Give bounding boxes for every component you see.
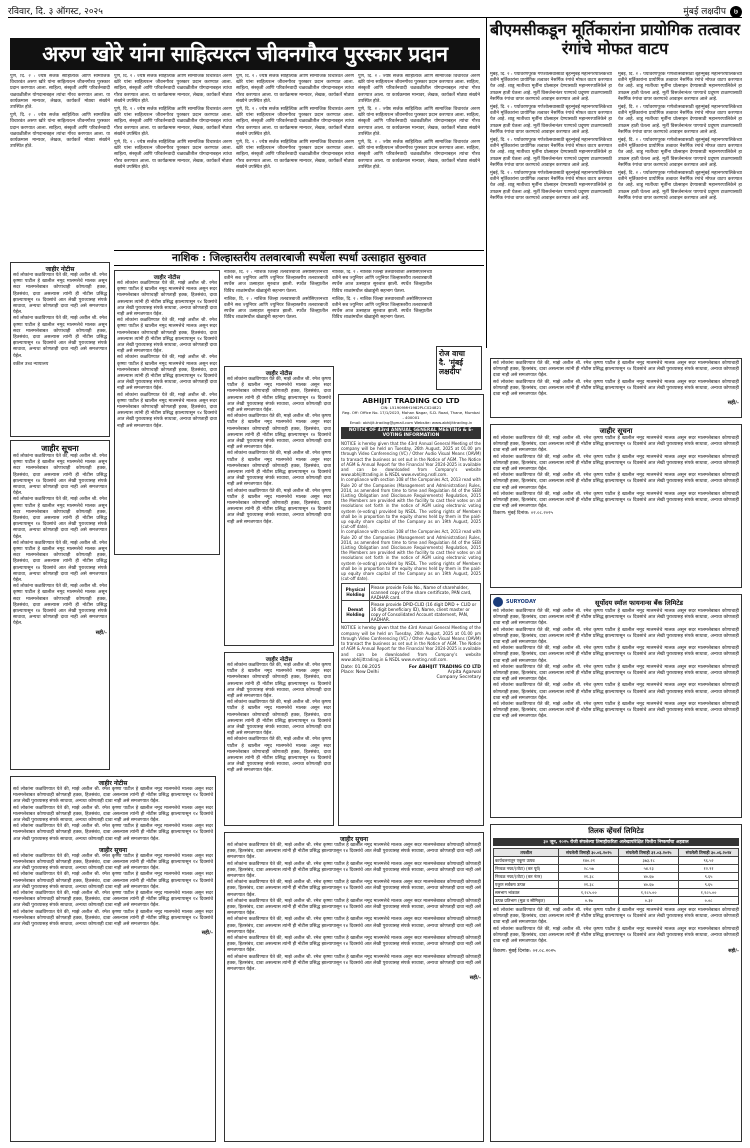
table-cell: ५४.२३ <box>619 865 679 873</box>
table-cell: ९.६५ <box>679 881 739 889</box>
table-row <box>494 881 739 889</box>
masthead <box>8 4 742 18</box>
date-line: रविवार, दि. ३ ऑगस्ट, २०२५ <box>8 7 103 17</box>
table-cell: १४०.२१ <box>559 857 619 865</box>
nashik-headline: नाशिक : जिल्हास्तरीय तलवारबाजी स्पर्धेला स्पर्धा उत्साहात सुरुवात <box>172 252 426 264</box>
mid-left-notice: जाहीर नोटीस सर्व लोकांना कळविण्यात येते की, माझे अशील श्री. रमेश कृष्णा पाटील हे खालील नमूद मालमत्तेचे मालक असून सदर मालमत्तेबाबत कोणाचाही कोणताही हक्क, हितसंबंध, दावा असल्यास त्यांनी ही नोटीस प्रसिद्ध झाल्यापासून १४ दिवसांचे आत लेखी पुराव्यासह संपर्क साधावा, अन्यथा कोणताही दावा नाही असे समजण्यात येईल. सर्व लोकांना कळविण्यात येते की, माझे अशील श्री. रमेश कृष्णा पाटील हे खालील नमूद मालमत्तेचे मालक असून सदर मालमत्तेबाबत कोणाचाही कोणताही हक्क, हितसंबंध, दावा असल्यास त्यांनी ही नोटीस प्रसिद्ध झाल्यापासून १४ दिवसांचे आत लेखी पुराव्यासह संपर्क साधावा, अन्यथा कोणताही दावा नाही असे समजण्यात येईल. सर्व लोकांना कळविण्यात येते की, माझे अशील श्री. रमेश कृष्णा पाटील हे खालील नमूद मालमत्तेचे मालक असून सदर मालमत्तेबाबत कोणाचाही कोणताही हक्क, हितसंबंध, दावा असल्यास त्यांनी ही नोटीस प्रसिद्ध झाल्यापासून १४ दिवसांचे आत लेखी पुराव्यासह संपर्क साधावा, अन्यथा कोणताही दावा नाही असे समजण्यात येईल. सर्व लोकांना कळविण्यात येते की, माझे अशील श्री. रमेश कृष्णा पाटील हे खालील नमूद मालमत्तेचे मालक असून सदर मालमत्तेबाबत कोणाचाही कोणताही हक्क, हितसंबंध, दावा असल्यास त्यांनी ही नोटीस प्रसिद्ध झाल्यापासून १४ दिवसांचे आत लेखी पुराव्यासह संपर्क साधावा, अन्यथा कोणताही दावा नाही असे समजण्यात येईल. <box>114 270 220 555</box>
table-cell: ४०.६७ <box>619 881 679 889</box>
table-cell: २१.३८ <box>559 881 619 889</box>
page-number: ७ <box>730 6 742 18</box>
table-cell: ४०.६७ <box>619 873 679 881</box>
table-cell: निव्वळ नफा/(तोटा) (कर पूर्व) <box>494 865 559 873</box>
main-story-col4: पुणे, दि. २ : ज्येष्ठ सर्जक साहित्यिक आणि सामाजिक विचारवंत अरुण खोरे यांना साहित्यरत्न जीवनगौरव पुरस्कार प्रदान करण्यात आला. साहित्य, संस्कृती आणि परिवर्तनवादी चळवळीतील योगदानाबद्दल त्यांचा गौरव करण्यात आला. या कार्यक्रमास मान्यवर, लेखक, कार्यकर्ते मोठ्या संख्येने उपस्थित होते. पुणे, दि. २ : ज्येष्ठ सर्जक साहित्यिक आणि सामाजिक विचारवंत अरुण खोरे यांना साहित्यरत्न जीवनगौरव पुरस्कार प्रदान करण्यात आला. साहित्य, संस्कृती आणि परिवर्तनवादी चळवळीतील योगदानाबद्दल त्यांचा गौरव करण्यात आला. या कार्यक्रमास मान्यवर, लेखक, कार्यकर्ते मोठ्या संख्येने उपस्थित होते. पुणे, दि. २ : ज्येष्ठ सर्जक साहित्यिक आणि सामाजिक विचारवंत अरुण खोरे यांना साहित्यरत्न जीवनगौरव पुरस्कार प्रदान करण्यात आला. साहित्य, संस्कृती आणि परिवर्तनवादी चळवळीतील योगदानाबद्दल त्यांचा गौरव करण्यात आला. या कार्यक्रमास मान्यवर, लेखक, कार्यकर्ते मोठ्या संख्येने उपस्थित होते. <box>358 74 480 170</box>
tilak-results-table: तपशील संपलेली तिमाही ३०.०६.२०२५ संपलेली तिमाही ३१.०३.२०२५ संपलेली तिमाही ३०.०६.२०२४ कार्यचलनातून एकूण उत्पन्न १४०.२१ ३७३.१८ ९६.५२ निव्वळ नफा/(तोटा) (कर पूर्व) २८.५७ ५४.२३ १२.९१ निव्वळ नफा/(तोटा) (कर नंतर) २१.३८ ४०.६७ ९.६५ एकूण सर्वंकष उत्पन्न २१.३८ ४०.६७ ९.६५ समभाग भांडवल १,२८५.०० १,२८५.०० १,२८५.०० उत्पन्न प्रतिभाग (मूळ व सौमिकृत) ०.१७ ०.३२ ०.०८ <box>493 848 739 905</box>
table-cell: १,२८५.०० <box>679 889 739 897</box>
left-notice-1: जाहीर नोटीस सर्व लोकांना कळविण्यात येते की, माझे अशील श्री. रमेश कृष्णा पाटील हे खालील नमूद मालमत्तेचे मालक असून सदर मालमत्तेबाबत कोणाचाही कोणताही हक्क, हितसंबंध, दावा असल्यास त्यांनी ही नोटीस प्रसिद्ध झाल्यापासून १४ दिवसांचे आत लेखी पुराव्यासह संपर्क साधावा, अन्यथा कोणताही दावा नाही असे समजण्यात येईल. सर्व लोकांना कळविण्यात येते की, माझे अशील श्री. रमेश कृष्णा पाटील हे खालील नमूद मालमत्तेचे मालक असून सदर मालमत्तेबाबत कोणाचाही कोणताही हक्क, हितसंबंध, दावा असल्यास त्यांनी ही नोटीस प्रसिद्ध झाल्यापासून १४ दिवसांचे आत लेखी पुराव्यासह संपर्क साधावा, अन्यथा कोणताही दावा नाही असे समजण्यात येईल. वकील उच्च न्यायालय <box>10 262 110 437</box>
main-story-col3: पुणे, दि. २ : ज्येष्ठ सर्जक साहित्यिक आणि सामाजिक विचारवंत अरुण खोरे यांना साहित्यरत्न जीवनगौरव पुरस्कार प्रदान करण्यात आला. साहित्य, संस्कृती आणि परिवर्तनवादी चळवळीतील योगदानाबद्दल त्यांचा गौरव करण्यात आला. या कार्यक्रमास मान्यवर, लेखक, कार्यकर्ते मोठ्या संख्येने उपस्थित होते. पुणे, दि. २ : ज्येष्ठ सर्जक साहित्यिक आणि सामाजिक विचारवंत अरुण खोरे यांना साहित्यरत्न जीवनगौरव पुरस्कार प्रदान करण्यात आला. साहित्य, संस्कृती आणि परिवर्तनवादी चळवळीतील योगदानाबद्दल त्यांचा गौरव करण्यात आला. या कार्यक्रमास मान्यवर, लेखक, कार्यकर्ते मोठ्या संख्येने उपस्थित होते. पुणे, दि. २ : ज्येष्ठ सर्जक साहित्यिक आणि सामाजिक विचारवंत अरुण खोरे यांना साहित्यरत्न जीवनगौरव पुरस्कार प्रदान करण्यात आला. साहित्य, संस्कृती आणि परिवर्तनवादी चळवळीतील योगदानाबद्दल त्यांचा गौरव करण्यात आला. या कार्यक्रमास मान्यवर, लेखक, कार्यकर्ते मोठ्या संख्येने उपस्थित होते. <box>236 74 354 170</box>
bmc-story-col1: मुंबई, दि. २ : पर्यावरणपूरक गणेशोत्सवासाठी बृहन्मुंबई महानगरपालिकेच्या वतीने मूर्तिकारांना प्रायोगिक तत्वावर नैसर्गिक रंगांचे मोफत वाटप करण्यात येत आहे. शाडू मातीच्या मूर्तींना प्रोत्साहन देण्यासाठी महानगरपालिकेने हा उपक्रम हाती घेतला आहे. मूर्ती विसर्जनानंतर पाण्याचे प्रदूषण टाळण्यासाठी नैसर्गिक रंगांचा वापर करण्याचे आवाहन करण्यात आले आहे. मुंबई, दि. २ : पर्यावरणपूरक गणेशोत्सवासाठी बृहन्मुंबई महानगरपालिकेच्या वतीने मूर्तिकारांना प्रायोगिक तत्वावर नैसर्गिक रंगांचे मोफत वाटप करण्यात येत आहे. शाडू मातीच्या मूर्तींना प्रोत्साहन देण्यासाठी महानगरपालिकेने हा उपक्रम हाती घेतला आहे. मूर्ती विसर्जनानंतर पाण्याचे प्रदूषण टाळण्यासाठी नैसर्गिक रंगांचा वापर करण्याचे आवाहन करण्यात आले आहे. मुंबई, दि. २ : पर्यावरणपूरक गणेशोत्सवासाठी बृहन्मुंबई महानगरपालिकेच्या वतीने मूर्तिकारांना प्रायोगिक तत्वावर नैसर्गिक रंगांचे मोफत वाटप करण्यात येत आहे. शाडू मातीच्या मूर्तींना प्रोत्साहन देण्यासाठी महानगरपालिकेने हा उपक्रम हाती घेतला आहे. मूर्ती विसर्जनानंतर पाण्याचे प्रदूषण टाळण्यासाठी नैसर्गिक रंगांचा वापर करण्याचे आवाहन करण्यात आले आहे. मुंबई, दि. २ : पर्यावरणपूरक गणेशोत्सवासाठी बृहन्मुंबई महानगरपालिकेच्या वतीने मूर्तिकारांना प्रायोगिक तत्वावर नैसर्गिक रंगांचे मोफत वाटप करण्यात येत आहे. शाडू मातीच्या मूर्तींना प्रोत्साहन देण्यासाठी महानगरपालिकेने हा उपक्रम हाती घेतला आहे. मूर्ती विसर्जनानंतर पाण्याचे प्रदूषण टाळण्यासाठी नैसर्गिक रंगांचा वापर करण्याचे आवाहन करण्यात आले आहे. <box>490 72 612 201</box>
table-cell: निव्वळ नफा/(तोटा) (कर नंतर) <box>494 873 559 881</box>
section-name: मुंबई लक्षदीप <box>683 6 726 17</box>
table-cell: २१.३८ <box>559 873 619 881</box>
table-cell: ०.३२ <box>619 897 679 905</box>
right-notice-1: सर्व लोकांना कळविण्यात येते की, माझे अशील श्री. रमेश कृष्णा पाटील हे खालील नमूद मालमत्तेचे मालक असून सदर मालमत्तेबाबत कोणाचाही कोणताही हक्क, हितसंबंध, दावा असल्यास त्यांनी ही नोटीस प्रसिद्ध झाल्यापासून १४ दिवसांचे आत लेखी पुराव्यासह संपर्क साधावा, अन्यथा कोणताही दावा नाही असे समजण्यात येईल. सर्व लोकांना कळविण्यात येते की, माझे अशील श्री. रमेश कृष्णा पाटील हे खालील नमूद मालमत्तेचे मालक असून सदर मालमत्तेबाबत कोणाचाही कोणताही हक्क, हितसंबंध, दावा असल्यास त्यांनी ही नोटीस प्रसिद्ध झाल्यापासून १४ दिवसांचे आत लेखी पुराव्यासह संपर्क साधावा, अन्यथा कोणताही दावा नाही असे समजण्यात येईल. सही/- <box>490 358 742 418</box>
bmc-story-col2: मुंबई, दि. २ : पर्यावरणपूरक गणेशोत्सवासाठी बृहन्मुंबई महानगरपालिकेच्या वतीने मूर्तिकारांना प्रायोगिक तत्वावर नैसर्गिक रंगांचे मोफत वाटप करण्यात येत आहे. शाडू मातीच्या मूर्तींना प्रोत्साहन देण्यासाठी महानगरपालिकेने हा उपक्रम हाती घेतला आहे. मूर्ती विसर्जनानंतर पाण्याचे प्रदूषण टाळण्यासाठी नैसर्गिक रंगांचा वापर करण्याचे आवाहन करण्यात आले आहे. मुंबई, दि. २ : पर्यावरणपूरक गणेशोत्सवासाठी बृहन्मुंबई महानगरपालिकेच्या वतीने मूर्तिकारांना प्रायोगिक तत्वावर नैसर्गिक रंगांचे मोफत वाटप करण्यात येत आहे. शाडू मातीच्या मूर्तींना प्रोत्साहन देण्यासाठी महानगरपालिकेने हा उपक्रम हाती घेतला आहे. मूर्ती विसर्जनानंतर पाण्याचे प्रदूषण टाळण्यासाठी नैसर्गिक रंगांचा वापर करण्याचे आवाहन करण्यात आले आहे. मुंबई, दि. २ : पर्यावरणपूरक गणेशोत्सवासाठी बृहन्मुंबई महानगरपालिकेच्या वतीने मूर्तिकारांना प्रायोगिक तत्वावर नैसर्गिक रंगांचे मोफत वाटप करण्यात येत आहे. शाडू मातीच्या मूर्तींना प्रोत्साहन देण्यासाठी महानगरपालिकेने हा उपक्रम हाती घेतला आहे. मूर्ती विसर्जनानंतर पाण्याचे प्रदूषण टाळण्यासाठी नैसर्गिक रंगांचा वापर करण्याचे आवाहन करण्यात आले आहे. मुंबई, दि. २ : पर्यावरणपूरक गणेशोत्सवासाठी बृहन्मुंबई महानगरपालिकेच्या वतीने मूर्तिकारांना प्रायोगिक तत्वावर नैसर्गिक रंगांचे मोफत वाटप करण्यात येत आहे. शाडू मातीच्या मूर्तींना प्रोत्साहन देण्यासाठी महानगरपालिकेने हा उपक्रम हाती घेतला आहे. मूर्ती विसर्जनानंतर पाण्याचे प्रदूषण टाळण्यासाठी नैसर्गिक रंगांचा वापर करण्याचे आवाहन करण्यात आले आहे. <box>618 72 742 201</box>
table-cell: १,२८५.०० <box>619 889 679 897</box>
abhijit-table: Physical Holding Please provide Folio No., Name of shareholder, scanned copy of the share certificate, PAN card, AADHAR card. Demat Holding Please provide DPID-CLID (16 digit DPID + CLID or 16 digit beneficiary ID), Name, client master or copy of Consolidated Account statement, PAN, AADHAR. <box>341 583 481 623</box>
main-story-col2: पुणे, दि. २ : ज्येष्ठ सर्जक साहित्यिक आणि सामाजिक विचारवंत अरुण खोरे यांना साहित्यरत्न जीवनगौरव पुरस्कार प्रदान करण्यात आला. साहित्य, संस्कृती आणि परिवर्तनवादी चळवळीतील योगदानाबद्दल त्यांचा गौरव करण्यात आला. या कार्यक्रमास मान्यवर, लेखक, कार्यकर्ते मोठ्या संख्येने उपस्थित होते. पुणे, दि. २ : ज्येष्ठ सर्जक साहित्यिक आणि सामाजिक विचारवंत अरुण खोरे यांना साहित्यरत्न जीवनगौरव पुरस्कार प्रदान करण्यात आला. साहित्य, संस्कृती आणि परिवर्तनवादी चळवळीतील योगदानाबद्दल त्यांचा गौरव करण्यात आला. या कार्यक्रमास मान्यवर, लेखक, कार्यकर्ते मोठ्या संख्येने उपस्थित होते. पुणे, दि. २ : ज्येष्ठ सर्जक साहित्यिक आणि सामाजिक विचारवंत अरुण खोरे यांना साहित्यरत्न जीवनगौरव पुरस्कार प्रदान करण्यात आला. साहित्य, संस्कृती आणि परिवर्तनवादी चळवळीतील योगदानाबद्दल त्यांचा गौरव करण्यात आला. या कार्यक्रमास मान्यवर, लेखक, कार्यकर्ते मोठ्या संख्येने उपस्थित होते. <box>114 74 232 170</box>
table-row <box>494 897 739 905</box>
suryoday-logo-icon <box>493 597 503 607</box>
table-cell: २८.५७ <box>559 865 619 873</box>
table-cell: ३७३.१८ <box>619 857 679 865</box>
table-cell: १२.९१ <box>679 865 739 873</box>
right-notice-2: जाहीर सूचना सर्व लोकांना कळविण्यात येते की, माझे अशील श्री. रमेश कृष्णा पाटील हे खालील नमूद मालमत्तेचे मालक असून सदर मालमत्तेबाबत कोणाचाही कोणताही हक्क, हितसंबंध, दावा असल्यास त्यांनी ही नोटीस प्रसिद्ध झाल्यापासून १४ दिवसांचे आत लेखी पुराव्यासह संपर्क साधावा, अन्यथा कोणताही दावा नाही असे समजण्यात येईल. सर्व लोकांना कळविण्यात येते की, माझे अशील श्री. रमेश कृष्णा पाटील हे खालील नमूद मालमत्तेचे मालक असून सदर मालमत्तेबाबत कोणाचाही कोणताही हक्क, हितसंबंध, दावा असल्यास त्यांनी ही नोटीस प्रसिद्ध झाल्यापासून १४ दिवसांचे आत लेखी पुराव्यासह संपर्क साधावा, अन्यथा कोणताही दावा नाही असे समजण्यात येईल. सर्व लोकांना कळविण्यात येते की, माझे अशील श्री. रमेश कृष्णा पाटील हे खालील नमूद मालमत्तेचे मालक असून सदर मालमत्तेबाबत कोणाचाही कोणताही हक्क, हितसंबंध, दावा असल्यास त्यांनी ही नोटीस प्रसिद्ध झाल्यापासून १४ दिवसांचे आत लेखी पुराव्यासह संपर्क साधावा, अन्यथा कोणताही दावा नाही असे समजण्यात येईल. सर्व लोकांना कळविण्यात येते की, माझे अशील श्री. रमेश कृष्णा पाटील हे खालील नमूद मालमत्तेचे मालक असून सदर मालमत्तेबाबत कोणाचाही कोणताही हक्क, हितसंबंध, दावा असल्यास त्यांनी ही नोटीस प्रसिद्ध झाल्यापासून १४ दिवसांचे आत लेखी पुराव्यासह संपर्क साधावा, अन्यथा कोणताही दावा नाही असे समजण्यात येईल. ठिकाण: मुंबई दिनांक: ०२.०८.२०२५ <box>490 424 742 588</box>
table-cell: ०.१७ <box>559 897 619 905</box>
table-cell: एकूण सर्वंकष उत्पन्न <box>494 881 559 889</box>
suryoday-notice: SURYODAY सूर्योदय स्मॉल फायनान्स बँक लिमिटेड सर्व लोकांना कळविण्यात येते की, माझे अशील श्री. रमेश कृष्णा पाटील हे खालील नमूद मालमत्तेचे मालक असून सदर मालमत्तेबाबत कोणाचाही कोणताही हक्क, हितसंबंध, दावा असल्यास त्यांनी ही नोटीस प्रसिद्ध झाल्यापासून १४ दिवसांचे आत लेखी पुराव्यासह संपर्क साधावा, अन्यथा कोणताही दावा नाही असे समजण्यात येईल. सर्व लोकांना कळविण्यात येते की, माझे अशील श्री. रमेश कृष्णा पाटील हे खालील नमूद मालमत्तेचे मालक असून सदर मालमत्तेबाबत कोणाचाही कोणताही हक्क, हितसंबंध, दावा असल्यास त्यांनी ही नोटीस प्रसिद्ध झाल्यापासून १४ दिवसांचे आत लेखी पुराव्यासह संपर्क साधावा, अन्यथा कोणताही दावा नाही असे समजण्यात येईल. सर्व लोकांना कळविण्यात येते की, माझे अशील श्री. रमेश कृष्णा पाटील हे खालील नमूद मालमत्तेचे मालक असून सदर मालमत्तेबाबत कोणाचाही कोणताही हक्क, हितसंबंध, दावा असल्यास त्यांनी ही नोटीस प्रसिद्ध झाल्यापासून १४ दिवसांचे आत लेखी पुराव्यासह संपर्क साधावा, अन्यथा कोणताही दावा नाही असे समजण्यात येईल. सर्व लोकांना कळविण्यात येते की, माझे अशील श्री. रमेश कृष्णा पाटील हे खालील नमूद मालमत्तेचे मालक असून सदर मालमत्तेबाबत कोणाचाही कोणताही हक्क, हितसंबंध, दावा असल्यास त्यांनी ही नोटीस प्रसिद्ध झाल्यापासून १४ दिवसांचे आत लेखी पुराव्यासह संपर्क साधावा, अन्यथा कोणताही दावा नाही असे समजण्यात येईल. सर्व लोकांना कळविण्यात येते की, माझे अशील श्री. रमेश कृष्णा पाटील हे खालील नमूद मालमत्तेचे मालक असून सदर मालमत्तेबाबत कोणाचाही कोणताही हक्क, हितसंबंध, दावा असल्यास त्यांनी ही नोटीस प्रसिद्ध झाल्यापासून १४ दिवसांचे आत लेखी पुराव्यासह संपर्क साधावा, अन्यथा कोणताही दावा नाही असे समजण्यात येईल. सर्व लोकांना कळविण्यात येते की, माझे अशील श्री. रमेश कृष्णा पाटील हे खालील नमूद मालमत्तेचे मालक असून सदर मालमत्तेबाबत कोणाचाही कोणताही हक्क, हितसंबंध, दावा असल्यास त्यांनी ही नोटीस प्रसिद्ध झाल्यापासून १४ दिवसांचे आत लेखी पुराव्यासह संपर्क साधावा, अन्यथा कोणताही दावा नाही असे समजण्यात येईल. <box>490 594 742 818</box>
tilak-notice: तिलक व्हेंचर्स लिमिटेड ३० जून, २०२५ रोजी संपलेल्या तिमाहीकरिता अलेखापरिक्षित वित्तीय निष्कर्षांचा अहवाल तपशील संपलेली तिमाही ३०.०६.२०२५ संपलेली तिमाही ३१.०३.२०२५ संपलेली तिमाही ३०.०६.२०२४ कार्यचलनातून एकूण उत्पन्न १४०.२१ ३७३.१८ ९६.५२ निव्वळ नफा/(तोटा) (कर पूर्व) २८.५७ ५४.२३ १२.९१ निव्वळ नफा/(तोटा) (कर नंतर) २१.३८ ४०.६७ ९.६५ एकूण सर्वंकष उत्पन्न २१.३८ ४०.६७ ९.६५ समभाग भांडवल १,२८५.०० १,२८५.०० १,२८५.०० उत्पन्न प्रतिभाग (मूळ व सौमिकृत) ०.१७ ०.३२ ०.०८ सर्व लोकांना कळविण्यात येते की, माझे अशील श्री. रमेश कृष्णा पाटील हे खालील नमूद मालमत्तेचे मालक असून सदर मालमत्तेबाबत कोणाचाही कोणताही हक्क, हितसंबंध, दावा असल्यास त्यांनी ही नोटीस प्रसिद्ध झाल्यापासून १४ दिवसांचे आत लेखी पुराव्यासह संपर्क साधावा, अन्यथा कोणताही दावा नाही असे समजण्यात येईल. सर्व लोकांना कळविण्यात येते की, माझे अशील श्री. रमेश कृष्णा पाटील हे खालील नमूद मालमत्तेचे मालक असून सदर मालमत्तेबाबत कोणाचाही कोणताही हक्क, हितसंबंध, दावा असल्यास त्यांनी ही नोटीस प्रसिद्ध झाल्यापासून १४ दिवसांचे आत लेखी पुराव्यासह संपर्क साधावा, अन्यथा कोणताही दावा नाही असे समजण्यात येईल. ठिकाण: मुंबई दिनांक: ०२.०८.२०२५ सही/- <box>490 824 742 1142</box>
table-cell: उत्पन्न प्रतिभाग (मूळ व सौमिकृत) <box>494 897 559 905</box>
nashik-headline-box <box>114 250 484 266</box>
table-cell: कार्यचलनातून एकूण उत्पन्न <box>494 857 559 865</box>
table-row <box>494 873 739 881</box>
table-row <box>494 857 739 865</box>
table-cell: ०.०८ <box>679 897 739 905</box>
bmc-headline: बीएमसीकडून मूर्तिकारांना प्रायोगिक तत्वावर रंगांचे मोफत वाटप <box>489 20 741 58</box>
bottom-mid-notices: जाहीर सूचना सर्व लोकांना कळविण्यात येते की, माझे अशील श्री. रमेश कृष्णा पाटील हे खालील नमूद मालमत्तेचे मालक असून सदर मालमत्तेबाबत कोणाचाही कोणताही हक्क, हितसंबंध, दावा असल्यास त्यांनी ही नोटीस प्रसिद्ध झाल्यापासून १४ दिवसांचे आत लेखी पुराव्यासह संपर्क साधावा, अन्यथा कोणताही दावा नाही असे समजण्यात येईल. सर्व लोकांना कळविण्यात येते की, माझे अशील श्री. रमेश कृष्णा पाटील हे खालील नमूद मालमत्तेचे मालक असून सदर मालमत्तेबाबत कोणाचाही कोणताही हक्क, हितसंबंध, दावा असल्यास त्यांनी ही नोटीस प्रसिद्ध झाल्यापासून १४ दिवसांचे आत लेखी पुराव्यासह संपर्क साधावा, अन्यथा कोणताही दावा नाही असे समजण्यात येईल. सर्व लोकांना कळविण्यात येते की, माझे अशील श्री. रमेश कृष्णा पाटील हे खालील नमूद मालमत्तेचे मालक असून सदर मालमत्तेबाबत कोणाचाही कोणताही हक्क, हितसंबंध, दावा असल्यास त्यांनी ही नोटीस प्रसिद्ध झाल्यापासून १४ दिवसांचे आत लेखी पुराव्यासह संपर्क साधावा, अन्यथा कोणताही दावा नाही असे समजण्यात येईल. सर्व लोकांना कळविण्यात येते की, माझे अशील श्री. रमेश कृष्णा पाटील हे खालील नमूद मालमत्तेचे मालक असून सदर मालमत्तेबाबत कोणाचाही कोणताही हक्क, हितसंबंध, दावा असल्यास त्यांनी ही नोटीस प्रसिद्ध झाल्यापासून १४ दिवसांचे आत लेखी पुराव्यासह संपर्क साधावा, अन्यथा कोणताही दावा नाही असे समजण्यात येईल. सर्व लोकांना कळविण्यात येते की, माझे अशील श्री. रमेश कृष्णा पाटील हे खालील नमूद मालमत्तेचे मालक असून सदर मालमत्तेबाबत कोणाचाही कोणताही हक्क, हितसंबंध, दावा असल्यास त्यांनी ही नोटीस प्रसिद्ध झाल्यापासून १४ दिवसांचे आत लेखी पुराव्यासह संपर्क साधावा, अन्यथा कोणताही दावा नाही असे समजण्यात येईल. सर्व लोकांना कळविण्यात येते की, माझे अशील श्री. रमेश कृष्णा पाटील हे खालील नमूद मालमत्तेचे मालक असून सदर मालमत्तेबाबत कोणाचाही कोणताही हक्क, हितसंबंध, दावा असल्यास त्यांनी ही नोटीस प्रसिद्ध झाल्यापासून १४ दिवसांचे आत लेखी पुराव्यासह संपर्क साधावा, अन्यथा कोणताही दावा नाही असे समजण्यात येईल. सर्व लोकांना कळविण्यात येते की, माझे अशील श्री. रमेश कृष्णा पाटील हे खालील नमूद मालमत्तेचे मालक असून सदर मालमत्तेबाबत कोणाचाही कोणताही हक्क, हितसंबंध, दावा असल्यास त्यांनी ही नोटीस प्रसिद्ध झाल्यापासून १४ दिवसांचे आत लेखी पुराव्यासह संपर्क साधावा, अन्यथा कोणताही दावा नाही असे समजण्यात येईल. सही/- <box>224 832 484 1142</box>
table-cell: ९.६५ <box>679 873 739 881</box>
table-cell: ९६.५२ <box>679 857 739 865</box>
main-story-col1: पुणे, दि. २ : ज्येष्ठ सर्जक साहित्यिक आणि सामाजिक विचारवंत अरुण खोरे यांना साहित्यरत्न जीवनगौरव पुरस्कार प्रदान करण्यात आला. साहित्य, संस्कृती आणि परिवर्तनवादी चळवळीतील योगदानाबद्दल त्यांचा गौरव करण्यात आला. या कार्यक्रमास मान्यवर, लेखक, कार्यकर्ते मोठ्या संख्येने उपस्थित होते. पुणे, दि. २ : ज्येष्ठ सर्जक साहित्यिक आणि सामाजिक विचारवंत अरुण खोरे यांना साहित्यरत्न जीवनगौरव पुरस्कार प्रदान करण्यात आला. साहित्य, संस्कृती आणि परिवर्तनवादी चळवळीतील योगदानाबद्दल त्यांचा गौरव करण्यात आला. या कार्यक्रमास मान्यवर, लेखक, कार्यकर्ते मोठ्या संख्येने उपस्थित होते. <box>10 74 110 150</box>
left-notice-2: जाहीर सूचना सर्व लोकांना कळविण्यात येते की, माझे अशील श्री. रमेश कृष्णा पाटील हे खालील नमूद मालमत्तेचे मालक असून सदर मालमत्तेबाबत कोणाचाही कोणताही हक्क, हितसंबंध, दावा असल्यास त्यांनी ही नोटीस प्रसिद्ध झाल्यापासून १४ दिवसांचे आत लेखी पुराव्यासह संपर्क साधावा, अन्यथा कोणताही दावा नाही असे समजण्यात येईल. सर्व लोकांना कळविण्यात येते की, माझे अशील श्री. रमेश कृष्णा पाटील हे खालील नमूद मालमत्तेचे मालक असून सदर मालमत्तेबाबत कोणाचाही कोणताही हक्क, हितसंबंध, दावा असल्यास त्यांनी ही नोटीस प्रसिद्ध झाल्यापासून १४ दिवसांचे आत लेखी पुराव्यासह संपर्क साधावा, अन्यथा कोणताही दावा नाही असे समजण्यात येईल. सर्व लोकांना कळविण्यात येते की, माझे अशील श्री. रमेश कृष्णा पाटील हे खालील नमूद मालमत्तेचे मालक असून सदर मालमत्तेबाबत कोणाचाही कोणताही हक्क, हितसंबंध, दावा असल्यास त्यांनी ही नोटीस प्रसिद्ध झाल्यापासून १४ दिवसांचे आत लेखी पुराव्यासह संपर्क साधावा, अन्यथा कोणताही दावा नाही असे समजण्यात येईल. सर्व लोकांना कळविण्यात येते की, माझे अशील श्री. रमेश कृष्णा पाटील हे खालील नमूद मालमत्तेचे मालक असून सदर मालमत्तेबाबत कोणाचाही कोणताही हक्क, हितसंबंध, दावा असल्यास त्यांनी ही नोटीस प्रसिद्ध झाल्यापासून १४ दिवसांचे आत लेखी पुराव्यासह संपर्क साधावा, अन्यथा कोणताही दावा नाही असे समजण्यात येईल. सही/- <box>10 440 110 770</box>
abhijit-notice: ABHIJIT TRADING CO LTD CIN: L51909MH1982PLC024821 Reg. Off: Office No. 17/1/2023, Mohan Nagar, S.D. Road, Thane, Mumbai - 400001 Email: abhijit.trading@gmail.com Website: www.abhijittrading.in NOTICE OF 43rd ANNUAL GENERAL MEETING & E-VOTING INFORMATION NOTICE is hereby given that the 43rd Annual General Meeting of the company will be held on Tuesday, 26th August, 2025 at 01.00 pm through Video Conferencing (VC) / Other Audio Visual Means (OAVM) to transact the business as set out in the Notice of AGM. The Notice of AGM & Annual Report for the Financial Year 2024-2025 is available and can be downloaded from Company's website www.abhijittrading.in & NSDL www.evoting.nsdl.com. In compliance with section 108 of the Companies Act, 2013 read with Rule 20 of the Companies (Management and Administration) Rules, 2014, as amended from time to time and Regulation 44 of the SEBI (Listing Obligation and Disclosure Requirements) Regulation, 2015 the Members are provided with the facility to cast their votes on all resolutions set forth in the notice of AGM using electronic voting system (e-voting) provided by NSDL. The voting rights of Members shall be in proportion to the equity shares held by them in the paid-up equity share capital of the Company as on 19th August, 2025 (cut-off date). In compliance with section 108 of the Companies Act, 2013 read with Rule 20 of the Companies (Management and Administration) Rules, 2014, as amended from time to time and Regulation 44 of the SEBI (Listing Obligation and Disclosure Requirements) Regulation, 2015 the Members are provided with the facility to cast their votes on all resolutions set forth in the notice of AGM using electronic voting system (e-voting) provided by NSDL. The voting rights of Members shall be in proportion to the equity shares held by them in the paid-up equity share capital of the Company as on 19th August, 2025 (cut-off date). Physical Holding Please provide Folio No., Name of shareholder, scanned copy of the share certificate, PAN card, AADHAR card. Demat Holding Please provide DPID-CLID (16 digit DPID + CLID or 16 digit beneficiary ID), Name, client master or copy of Consolidated Account statement, PAN, AADHAR. NOTICE is hereby given that the 43rd Annual General Meeting of the company will be held on Tuesday, 26th August, 2025 at 01.00 pm through Video Conferencing (VC) / Other Audio Visual Means (OAVM) to transact the business as set out in the Notice of AGM. The Notice of AGM & Annual Report for the Financial Year 2024-2025 is available and can be downloaded from Company's website www.abhijittrading.in & NSDL www.evoting.nsdl.com. Date: 01.08.2025 Place: New Delhi For ABHIJIT TRADING CO LTD Arpita Agarwal Company Secretary <box>338 394 484 826</box>
bottom-left-notices: जाहीर नोटीस सर्व लोकांना कळविण्यात येते की, माझे अशील श्री. रमेश कृष्णा पाटील हे खालील नमूद मालमत्तेचे मालक असून सदर मालमत्तेबाबत कोणाचाही कोणताही हक्क, हितसंबंध, दावा असल्यास त्यांनी ही नोटीस प्रसिद्ध झाल्यापासून १४ दिवसांचे आत लेखी पुराव्यासह संपर्क साधावा, अन्यथा कोणताही दावा नाही असे समजण्यात येईल. सर्व लोकांना कळविण्यात येते की, माझे अशील श्री. रमेश कृष्णा पाटील हे खालील नमूद मालमत्तेचे मालक असून सदर मालमत्तेबाबत कोणाचाही कोणताही हक्क, हितसंबंध, दावा असल्यास त्यांनी ही नोटीस प्रसिद्ध झाल्यापासून १४ दिवसांचे आत लेखी पुराव्यासह संपर्क साधावा, अन्यथा कोणताही दावा नाही असे समजण्यात येईल. सर्व लोकांना कळविण्यात येते की, माझे अशील श्री. रमेश कृष्णा पाटील हे खालील नमूद मालमत्तेचे मालक असून सदर मालमत्तेबाबत कोणाचाही कोणताही हक्क, हितसंबंध, दावा असल्यास त्यांनी ही नोटीस प्रसिद्ध झाल्यापासून १४ दिवसांचे आत लेखी पुराव्यासह संपर्क साधावा, अन्यथा कोणताही दावा नाही असे समजण्यात येईल. जाहीर सूचना सर्व लोकांना कळविण्यात येते की, माझे अशील श्री. रमेश कृष्णा पाटील हे खालील नमूद मालमत्तेचे मालक असून सदर मालमत्तेबाबत कोणाचाही कोणताही हक्क, हितसंबंध, दावा असल्यास त्यांनी ही नोटीस प्रसिद्ध झाल्यापासून १४ दिवसांचे आत लेखी पुराव्यासह संपर्क साधावा, अन्यथा कोणताही दावा नाही असे समजण्यात येईल. सर्व लोकांना कळविण्यात येते की, माझे अशील श्री. रमेश कृष्णा पाटील हे खालील नमूद मालमत्तेचे मालक असून सदर मालमत्तेबाबत कोणाचाही कोणताही हक्क, हितसंबंध, दावा असल्यास त्यांनी ही नोटीस प्रसिद्ध झाल्यापासून १४ दिवसांचे आत लेखी पुराव्यासह संपर्क साधावा, अन्यथा कोणताही दावा नाही असे समजण्यात येईल. सर्व लोकांना कळविण्यात येते की, माझे अशील श्री. रमेश कृष्णा पाटील हे खालील नमूद मालमत्तेचे मालक असून सदर मालमत्तेबाबत कोणाचाही कोणताही हक्क, हितसंबंध, दावा असल्यास त्यांनी ही नोटीस प्रसिद्ध झाल्यापासून १४ दिवसांचे आत लेखी पुराव्यासह संपर्क साधावा, अन्यथा कोणताही दावा नाही असे समजण्यात येईल. सर्व लोकांना कळविण्यात येते की, माझे अशील श्री. रमेश कृष्णा पाटील हे खालील नमूद मालमत्तेचे मालक असून सदर मालमत्तेबाबत कोणाचाही कोणताही हक्क, हितसंबंध, दावा असल्यास त्यांनी ही नोटीस प्रसिद्ध झाल्यापासून १४ दिवसांचे आत लेखी पुराव्यासह संपर्क साधावा, अन्यथा कोणताही दावा नाही असे समजण्यात येईल. सही/- <box>10 776 216 1142</box>
nashik-col2: नाशिक, दि. २ : नाशिक जिल्हा तलवारबाजी असोसिएशनच्या वतीने सब ज्युनियर आणि ज्युनियर जिल्हास्तरीय तलवारबाजी स्पर्धेस आज उत्साहात सुरुवात झाली. स्पर्धेत जिल्ह्यातील विविध शाळांमधील खेळाडूंनी सहभाग घेतला. नाशिक, दि. २ : नाशिक जिल्हा तलवारबाजी असोसिएशनच्या वतीने सब ज्युनियर आणि ज्युनियर जिल्हास्तरीय तलवारबाजी स्पर्धेस आज उत्साहात सुरुवात झाली. स्पर्धेत जिल्ह्यातील विविध शाळांमधील खेळाडूंनी सहभाग घेतला. <box>332 270 432 321</box>
table-cell: १,२८५.०० <box>559 889 619 897</box>
main-headline: अरुण खोरे यांना साहित्यरत्न जीवनगौरव पुरस्कार प्रदान <box>10 38 480 70</box>
mid-notice-a: जाहीर नोटीस सर्व लोकांना कळविण्यात येते की, माझे अशील श्री. रमेश कृष्णा पाटील हे खालील नमूद मालमत्तेचे मालक असून सदर मालमत्तेबाबत कोणाचाही कोणताही हक्क, हितसंबंध, दावा असल्यास त्यांनी ही नोटीस प्रसिद्ध झाल्यापासून १४ दिवसांचे आत लेखी पुराव्यासह संपर्क साधावा, अन्यथा कोणताही दावा नाही असे समजण्यात येईल. सर्व लोकांना कळविण्यात येते की, माझे अशील श्री. रमेश कृष्णा पाटील हे खालील नमूद मालमत्तेचे मालक असून सदर मालमत्तेबाबत कोणाचाही कोणताही हक्क, हितसंबंध, दावा असल्यास त्यांनी ही नोटीस प्रसिद्ध झाल्यापासून १४ दिवसांचे आत लेखी पुराव्यासह संपर्क साधावा, अन्यथा कोणताही दावा नाही असे समजण्यात येईल. सर्व लोकांना कळविण्यात येते की, माझे अशील श्री. रमेश कृष्णा पाटील हे खालील नमूद मालमत्तेचे मालक असून सदर मालमत्तेबाबत कोणाचाही कोणताही हक्क, हितसंबंध, दावा असल्यास त्यांनी ही नोटीस प्रसिद्ध झाल्यापासून १४ दिवसांचे आत लेखी पुराव्यासह संपर्क साधावा, अन्यथा कोणताही दावा नाही असे समजण्यात येईल. सर्व लोकांना कळविण्यात येते की, माझे अशील श्री. रमेश कृष्णा पाटील हे खालील नमूद मालमत्तेचे मालक असून सदर मालमत्तेबाबत कोणाचाही कोणताही हक्क, हितसंबंध, दावा असल्यास त्यांनी ही नोटीस प्रसिद्ध झाल्यापासून १४ दिवसांचे आत लेखी पुराव्यासह संपर्क साधावा, अन्यथा कोणताही दावा नाही असे समजण्यात येईल. <box>224 366 334 646</box>
table-cell: समभाग भांडवल <box>494 889 559 897</box>
nashik-col1: नाशिक, दि. २ : नाशिक जिल्हा तलवारबाजी असोसिएशनच्या वतीने सब ज्युनियर आणि ज्युनियर जिल्हास्तरीय तलवारबाजी स्पर्धेस आज उत्साहात सुरुवात झाली. स्पर्धेत जिल्ह्यातील विविध शाळांमधील खेळाडूंनी सहभाग घेतला. नाशिक, दि. २ : नाशिक जिल्हा तलवारबाजी असोसिएशनच्या वतीने सब ज्युनियर आणि ज्युनियर जिल्हास्तरीय तलवारबाजी स्पर्धेस आज उत्साहात सुरुवात झाली. स्पर्धेत जिल्ह्यातील विविध शाळांमधील खेळाडूंनी सहभाग घेतला. <box>224 270 328 321</box>
mid-notice-b: जाहीर नोटीस सर्व लोकांना कळविण्यात येते की, माझे अशील श्री. रमेश कृष्णा पाटील हे खालील नमूद मालमत्तेचे मालक असून सदर मालमत्तेबाबत कोणाचाही कोणताही हक्क, हितसंबंध, दावा असल्यास त्यांनी ही नोटीस प्रसिद्ध झाल्यापासून १४ दिवसांचे आत लेखी पुराव्यासह संपर्क साधावा, अन्यथा कोणताही दावा नाही असे समजण्यात येईल. सर्व लोकांना कळविण्यात येते की, माझे अशील श्री. रमेश कृष्णा पाटील हे खालील नमूद मालमत्तेचे मालक असून सदर मालमत्तेबाबत कोणाचाही कोणताही हक्क, हितसंबंध, दावा असल्यास त्यांनी ही नोटीस प्रसिद्ध झाल्यापासून १४ दिवसांचे आत लेखी पुराव्यासह संपर्क साधावा, अन्यथा कोणताही दावा नाही असे समजण्यात येईल. सर्व लोकांना कळविण्यात येते की, माझे अशील श्री. रमेश कृष्णा पाटील हे खालील नमूद मालमत्तेचे मालक असून सदर मालमत्तेबाबत कोणाचाही कोणताही हक्क, हितसंबंध, दावा असल्यास त्यांनी ही नोटीस प्रसिद्ध झाल्यापासून १४ दिवसांचे आत लेखी पुराव्यासह संपर्क साधावा, अन्यथा कोणताही दावा नाही असे समजण्यात येईल. <box>224 652 334 826</box>
table-row <box>494 889 739 897</box>
table-row <box>494 865 739 873</box>
promo-box: रोज वाचा दै. 'मुंबई लक्षदीप' <box>436 346 482 390</box>
